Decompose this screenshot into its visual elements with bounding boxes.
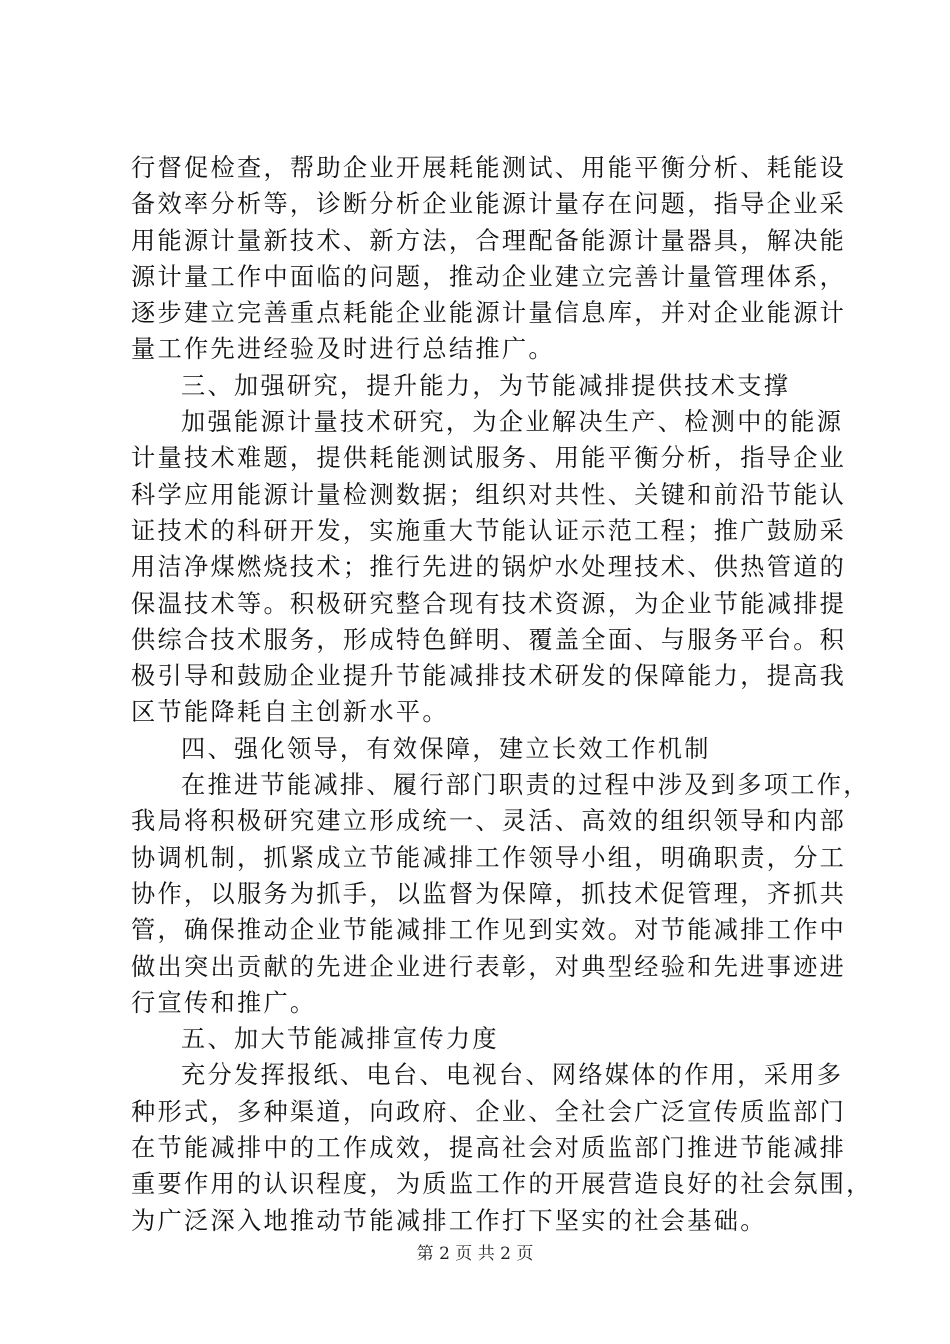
- section-heading: 三、加强研究，提升能力，为节能减排提供技术支撑: [181, 371, 791, 400]
- text-line: 重要作用的认识程度，为质监工作的开展营造良好的社会氛围，: [131, 1170, 873, 1199]
- text-line: 行宣传和推广。: [131, 988, 317, 1017]
- text-line: 备效率分析等，诊断分析企业能源计量存在问题，指导企业采: [131, 190, 847, 219]
- text-line: 用能源计量新技术、新方法，合理配备能源计量器具，解决能: [131, 226, 847, 255]
- text-line: 保温技术等。积极研究整合现有技术资源，为企业节能减排提: [131, 589, 847, 618]
- text-line: 我局将积极研究建立形成统一、灵活、高效的组织领导和内部: [131, 807, 847, 836]
- text-line: 量工作先进经验及时进行总结推广。: [131, 335, 555, 364]
- text-line: 协调机制，抓紧成立节能减排工作领导小组，明确职责，分工: [131, 843, 847, 872]
- text-line: 供综合技术服务，形成特色鲜明、覆盖全面、与服务平台。积: [131, 625, 847, 654]
- text-line: 管，确保推动企业节能减排工作见到实效。对节能减排工作中: [131, 916, 847, 945]
- text-line: 区节能降耗自主创新水平。: [131, 698, 449, 727]
- section-heading: 四、强化领导，有效保障，建立长效工作机制: [181, 734, 711, 763]
- text-line: 用洁净煤燃烧技术；推行先进的锅炉水处理技术、供热管道的: [131, 553, 847, 582]
- text-line: 极引导和鼓励企业提升节能减排技术研发的保障能力，提高我: [131, 662, 847, 691]
- text-line: 充分发挥报纸、电台、电视台、网络媒体的作用，采用多: [181, 1061, 844, 1090]
- page-number: 第 2 页 共 2 页: [416, 1244, 534, 1264]
- text-line: 源计量工作中面临的问题，推动企业建立完善计量管理体系，: [131, 262, 847, 291]
- text-line: 行督促检查，帮助企业开展耗能测试、用能平衡分析、耗能设: [131, 154, 847, 182]
- text-line: 种形式，多种渠道，向政府、企业、全社会广泛宣传质监部门: [131, 1097, 847, 1126]
- text-line: 加强能源计量技术研究，为企业解决生产、检测中的能源: [181, 408, 844, 437]
- text-line: 逐步建立完善重点耗能企业能源计量信息库，并对企业能源计: [131, 299, 847, 328]
- text-line: 在推进节能减排、履行部门职责的过程中涉及到多项工作，: [181, 771, 870, 800]
- text-line: 计量技术难题，提供耗能测试服务、用能平衡分析，指导企业: [131, 444, 847, 473]
- text-line: 科学应用能源计量检测数据；组织对共性、关键和前沿节能认: [131, 480, 847, 509]
- text-line: 证技术的科研开发，实施重大节能认证示范工程；推广鼓励采: [131, 516, 847, 545]
- body-text: [131, 150, 873, 1239]
- text-line: 做出突出贡献的先进企业进行表彰，对典型经验和先进事迹进: [131, 952, 847, 981]
- text-line: 在节能减排中的工作成效，提高社会对质监部门推进节能减排: [131, 1134, 847, 1163]
- text-line: 协作，以服务为抓手，以监督为保障，抓技术促管理，齐抓共: [131, 879, 847, 908]
- section-heading: 五、加大节能减排宣传力度: [181, 1025, 499, 1054]
- text-line: 为广泛深入地推动节能减排工作打下坚实的社会基础。: [131, 1206, 767, 1235]
